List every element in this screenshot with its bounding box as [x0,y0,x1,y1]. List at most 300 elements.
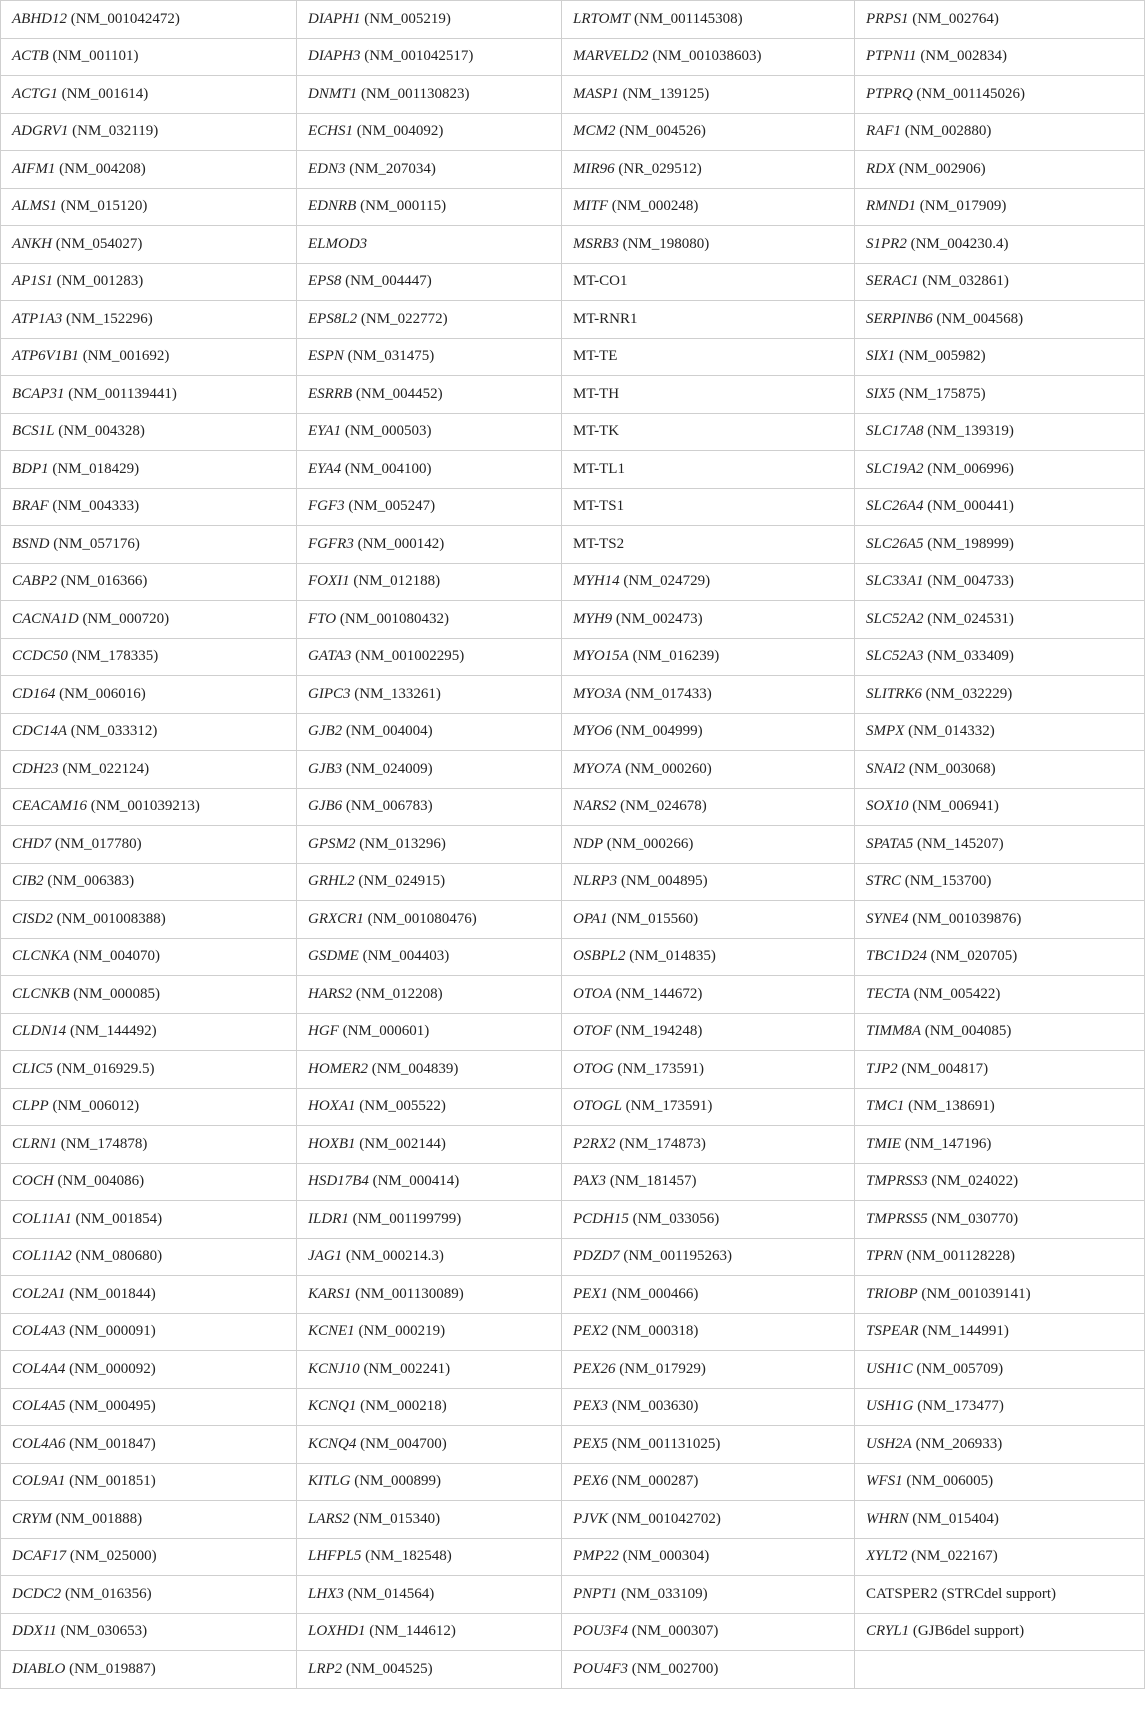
gene-symbol: COL2A1 [12,1285,66,1302]
gene-accession: (NM_024531) [927,610,1014,627]
gene-symbol: EPS8 [308,273,342,290]
gene-cell [855,1013,1145,1051]
gene-cell [855,938,1145,976]
gene-symbol: CLCNKB [12,985,70,1002]
gene-cell [855,638,1145,676]
gene-cell [1,38,297,76]
gene-accession: (NM_174873) [619,1135,706,1152]
gene-symbol: ACTB [12,48,49,65]
gene-cell [1,1426,297,1464]
gene-accession: (NM_198999) [927,535,1014,552]
gene-cell [562,1238,855,1276]
gene-symbol: ABHD12 [12,10,67,27]
gene-symbol: DIAPH3 [308,48,361,65]
gene-symbol: CDH23 [12,760,59,777]
gene-accession: (NM_001042517) [364,48,474,65]
gene-symbol: OTOF [573,1023,612,1040]
gene-symbol: WFS1 [866,1473,903,1490]
gene-cell [1,563,297,601]
gene-accession: (NM_004839) [371,1060,459,1077]
gene-symbol: RAF1 [866,123,901,140]
gene-cell [297,563,562,601]
gene-cell [562,1,855,39]
gene-cell [297,1051,562,1089]
gene-symbol: CLDN14 [12,1023,67,1040]
gene-cell [297,1163,562,1201]
gene-accession: (NM_032229) [925,685,1013,702]
gene-cell [855,526,1145,564]
gene-accession: (NM_024009) [345,760,433,777]
gene-symbol: GJB2 [308,723,343,740]
table-row [1,1238,1145,1276]
table-row [1,826,1145,864]
gene-accession: (NM_030770) [931,1210,1019,1227]
gene-symbol: CLCNKA [12,948,70,965]
gene-cell [562,1126,855,1164]
gene-symbol: KITLG [308,1473,351,1490]
gene-accession: (NM_001130823) [360,85,470,102]
table-row [1,1,1145,39]
gene-accession: (NM_017909) [919,198,1007,215]
gene-cell [1,638,297,676]
gene-accession: (NM_014332) [908,723,995,740]
gene-accession: (NM_000219) [358,1323,446,1340]
gene-accession: (NM_001614) [61,85,149,102]
gene-cell [1,1388,297,1426]
gene-accession: (NM_001692) [82,348,170,365]
gene-accession: (NM_001139441) [68,385,177,402]
gene-cell [562,751,855,789]
gene-symbol: KCNQ1 [308,1398,357,1415]
gene-symbol: SIX5 [866,385,896,402]
gene-cell [855,451,1145,489]
gene-accession: (NM_000115) [360,198,447,215]
gene-symbol: USH1C [866,1360,913,1377]
gene-cell [855,751,1145,789]
gene-accession: (NM_004526) [619,123,706,140]
gene-symbol: BCS1L [12,423,55,440]
gene-cell [1,751,297,789]
gene-cell [1,1201,297,1239]
gene-symbol: BRAF [12,498,49,515]
gene-cell [1,1351,297,1389]
gene-accession: (NM_033312) [70,723,158,740]
gene-symbol: BDP1 [12,460,49,477]
gene-symbol: CLPP [12,1098,49,1115]
gene-symbol: CEACAM16 [12,798,87,815]
gene-accession: (NM_004004) [345,723,433,740]
gene-cell [855,1651,1145,1689]
gene-accession: (NM_054027) [55,235,143,252]
gene-symbol: DCDC2 [12,1585,62,1602]
gene-accession: (NM_005982) [898,348,986,365]
gene-accession: (NM_001145026) [916,85,1026,102]
gene-symbol: WHRN [866,1510,909,1527]
gene-accession: (NM_033056) [632,1210,720,1227]
gene-accession: (NM_002144) [359,1135,446,1152]
gene-symbol: PTPRQ [866,85,913,102]
gene-symbol: TIMM8A [866,1023,921,1040]
gene-cell [562,151,855,189]
gene-symbol: MYH9 [573,610,613,627]
gene-accession: (NM_000260) [625,760,712,777]
gene-cell [1,788,297,826]
gene-symbol: SLC52A2 [866,610,924,627]
gene-accession: (NM_144492) [69,1023,157,1040]
gene-cell [855,1238,1145,1276]
gene-accession: (NM_005247) [348,498,436,515]
gene-accession: (NM_015560) [611,910,699,927]
gene-symbol: USH1G [866,1398,914,1415]
gene-symbol: XYLT2 [866,1548,908,1565]
gene-symbol: KCNE1 [308,1323,355,1340]
table-row [1,1426,1145,1464]
table-row [1,413,1145,451]
gene-cell [297,938,562,976]
gene-cell [1,938,297,976]
gene-cell [297,976,562,1014]
gene-symbol: COL11A2 [12,1248,72,1265]
gene-accession: (NM_000720) [82,610,170,627]
gene-cell [855,601,1145,639]
table-row [1,151,1145,189]
gene-cell [1,338,297,376]
gene-cell [1,1163,297,1201]
gene-accession: (NM_014564) [347,1585,435,1602]
gene-cell [297,1651,562,1689]
gene-accession: (NM_024729) [623,573,711,590]
gene-symbol: EDNRB [308,198,357,215]
gene-symbol: RMND1 [866,198,916,215]
gene-symbol: LRP2 [308,1660,343,1677]
table-row [1,1651,1145,1689]
table-row [1,638,1145,676]
gene-symbol: OTOGL [573,1098,622,1115]
gene-cell [562,563,855,601]
gene-cell [562,413,855,451]
gene-cell [562,1201,855,1239]
gene-accession: (NM_001038603) [652,48,762,65]
gene-accession: (NM_014835) [629,948,716,965]
gene-symbol: HGF [308,1023,339,1040]
gene-cell [855,1538,1145,1576]
gene-symbol: STRC [866,873,902,890]
gene-accession: (NM_001844) [69,1285,156,1302]
gene-symbol: TMIE [866,1135,901,1152]
gene-cell [855,563,1145,601]
gene-cell [1,1576,297,1614]
gene-accession: (NM_016356) [64,1585,152,1602]
gene-accession: (NM_001039876) [912,910,1022,927]
gene-cell [297,713,562,751]
gene-cell [297,76,562,114]
gene-cell [297,638,562,676]
gene-symbol: GJB6 [308,798,343,815]
gene-symbol: ELMOD3 [308,235,368,252]
gene-cell [297,863,562,901]
gene-cell [562,526,855,564]
table-row [1,301,1145,339]
gene-cell [1,188,297,226]
gene-symbol: MT-RNR1 [573,310,638,327]
gene-accession: (NM_001847) [69,1435,156,1452]
gene-symbol: OSBPL2 [573,948,626,965]
gene-accession: (NM_000218) [360,1398,447,1415]
gene-symbol: TMC1 [866,1098,905,1115]
gene-accession: (NM_030653) [60,1623,148,1640]
gene-cell [1,488,297,526]
gene-symbol: MYO6 [573,723,613,740]
gene-accession: (NM_000266) [606,835,694,852]
gene-symbol: AP1S1 [12,273,53,290]
gene-cell [297,338,562,376]
gene-symbol: HARS2 [308,985,353,1002]
gene-accession: (NM_000214.3) [345,1248,444,1265]
gene-accession: (NM_004208) [59,160,146,177]
gene-symbol: PEX1 [573,1285,608,1302]
gene-symbol: MASP1 [573,85,619,102]
gene-cell [562,38,855,76]
gene-symbol: SNAI2 [866,760,906,777]
gene-cell [1,713,297,751]
gene-accession: (NM_004092) [356,123,444,140]
gene-cell [855,713,1145,751]
gene-cell [297,488,562,526]
gene-accession: (NM_017433) [625,685,712,702]
table-row [1,1538,1145,1576]
gene-cell [855,1276,1145,1314]
gene-cell [297,1313,562,1351]
gene-cell [855,901,1145,939]
gene-cell [562,1051,855,1089]
gene-accession: (NM_004070) [73,948,160,965]
gene-symbol: COL4A5 [12,1398,66,1415]
gene-accession: (NM_016929.5) [56,1060,155,1077]
gene-accession: (NM_006941) [912,798,999,815]
gene-accession: (NM_004447) [345,273,432,290]
gene-accession: (NM_002241) [363,1360,451,1377]
gene-cell [562,788,855,826]
gene-symbol: GJB3 [308,760,343,777]
gene-cell [562,1163,855,1201]
gene-accession: (NM_002880) [904,123,992,140]
gene-cell [297,901,562,939]
gene-symbol: RDX [866,160,896,177]
gene-cell [855,1388,1145,1426]
gene-cell [855,263,1145,301]
gene-cell [1,1538,297,1576]
table-row [1,488,1145,526]
gene-symbol: MYO3A [573,685,622,702]
gene-symbol: EYA4 [308,460,342,477]
gene-accession: (NM_022167) [911,1548,998,1565]
table-row [1,113,1145,151]
gene-accession: (NM_016239) [632,648,720,665]
gene-accession: (NM_033409) [927,648,1014,665]
gene-cell [297,1613,562,1651]
gene-cell [297,826,562,864]
gene-symbol: PEX26 [573,1360,616,1377]
gene-cell [1,263,297,301]
gene-cell [855,976,1145,1014]
gene-cell [297,301,562,339]
gene-symbol: SLC33A1 [866,573,924,590]
gene-symbol: KCNQ4 [308,1435,357,1452]
gene-accession: (NM_000414) [372,1173,460,1190]
table-row [1,1013,1145,1051]
table-row [1,976,1145,1014]
gene-cell [562,1351,855,1389]
gene-cell [855,1313,1145,1351]
gene-symbol: EDN3 [308,160,346,177]
gene-cell [855,1501,1145,1539]
gene-accession: (NM_001002295) [355,648,465,665]
gene-symbol: SLC17A8 [866,423,924,440]
gene-cell [562,1538,855,1576]
gene-symbol: SYNE4 [866,910,909,927]
gene-symbol: CRYM [12,1510,52,1527]
gene-symbol: CRYL1 [866,1623,910,1640]
gene-cell [562,601,855,639]
gene-symbol: ATP6V1B1 [12,348,79,365]
gene-accession: (NM_001039213) [90,798,200,815]
gene-cell [562,1576,855,1614]
gene-cell [855,38,1145,76]
table-row [1,563,1145,601]
table-row [1,1201,1145,1239]
gene-cell [297,226,562,264]
gene-accession: (NM_002834) [920,48,1007,65]
gene-cell [855,488,1145,526]
gene-accession: (NM_017929) [619,1360,706,1377]
gene-accession: (NM_194248) [615,1023,703,1040]
gene-cell [562,1088,855,1126]
gene-accession: (NM_004999) [615,723,703,740]
gene-cell [562,376,855,414]
gene-accession: (NM_001128228) [906,1248,1016,1265]
table-row [1,263,1145,301]
gene-symbol: NARS2 [573,798,617,815]
gene-symbol: PDZD7 [573,1248,620,1265]
gene-symbol: FGFR3 [308,535,354,552]
gene-cell [855,338,1145,376]
gene-symbol: MYH14 [573,573,620,590]
gene-symbol: COL11A1 [12,1210,72,1227]
gene-cell [1,1313,297,1351]
gene-symbol: PEX5 [573,1435,608,1452]
gene-cell [562,863,855,901]
gene-accession: (NM_024915) [358,873,446,890]
gene-symbol: OPA1 [573,910,608,927]
gene-accession: (NM_001145308) [634,10,743,27]
gene-cell [1,1013,297,1051]
gene-symbol: ILDR1 [308,1210,349,1227]
gene-cell [1,76,297,114]
gene-accession: (NM_004085) [924,1023,1012,1040]
gene-symbol: MIR96 [573,160,615,177]
gene-symbol: SLC26A5 [866,535,924,552]
table-row [1,1613,1145,1651]
gene-accession: (NM_031475) [347,348,435,365]
gene-accession: (NM_032861) [922,273,1009,290]
gene-accession: (NM_000899) [354,1473,441,1490]
gene-cell [1,1,297,39]
gene-accession: (NM_001199799) [352,1210,462,1227]
table-row [1,38,1145,76]
gene-cell [1,1501,297,1539]
gene-accession: (NM_005709) [916,1360,1004,1377]
gene-symbol: SLC19A2 [866,460,924,477]
gene-accession: (NM_006383) [47,873,135,890]
gene-accession: (NM_004403) [362,948,450,965]
gene-symbol: CIB2 [12,873,44,890]
gene-cell [1,376,297,414]
gene-accession: (NR_029512) [618,160,702,177]
gene-accession: (NM_001042472) [70,10,180,27]
gene-cell [297,1126,562,1164]
gene-symbol: ANKH [12,235,53,252]
gene-symbol: EPS8L2 [308,310,358,327]
gene-cell [855,1163,1145,1201]
gene-cell [297,601,562,639]
gene-accession: (NM_002764) [912,10,999,27]
gene-cell [562,676,855,714]
gene-cell [562,1013,855,1051]
gene-symbol: MITF [573,198,608,215]
gene-cell [855,76,1145,114]
gene-cell [1,226,297,264]
gene-symbol: SERPINB6 [866,310,933,327]
gene-accession: (NM_000085) [73,985,160,1002]
gene-accession: (NM_006016) [59,685,146,702]
gene-accession: (NM_004733) [927,573,1014,590]
gene-symbol: MT-TL1 [573,460,625,477]
gene-cell [1,1276,297,1314]
gene-symbol: ALMS1 [12,198,57,215]
gene-symbol: OTOG [573,1060,614,1077]
gene-cell [562,1276,855,1314]
gene-cell [297,676,562,714]
gene-symbol: NDP [573,835,603,852]
table-row [1,338,1145,376]
gene-accession: (NM_207034) [349,160,436,177]
gene-symbol: MT-TS1 [573,498,625,515]
gene-symbol: MT-CO1 [573,273,628,290]
gene-accession: (NM_015404) [912,1510,999,1527]
gene-cell [297,1088,562,1126]
gene-symbol: COL4A4 [12,1360,66,1377]
gene-cell [855,1126,1145,1164]
table-row [1,601,1145,639]
gene-accession: (NM_015340) [353,1510,441,1527]
gene-cell [297,188,562,226]
gene-cell [562,488,855,526]
gene-symbol: PTPN11 [866,48,917,65]
gene-cell [855,151,1145,189]
gene-cell [562,113,855,151]
gene-accession: (NM_174878) [60,1135,148,1152]
gene-accession: (NM_144991) [922,1323,1009,1340]
gene-accession: (NM_006012) [52,1098,140,1115]
gene-cell [1,676,297,714]
gene-symbol: SLC26A4 [866,498,924,515]
gene-symbol: SIX1 [866,348,896,365]
gene-accession: (NM_145207) [916,835,1004,852]
gene-cell [562,1613,855,1651]
gene-cell [855,1201,1145,1239]
gene-accession: (NM_022124) [62,760,150,777]
gene-cell [855,1576,1145,1614]
